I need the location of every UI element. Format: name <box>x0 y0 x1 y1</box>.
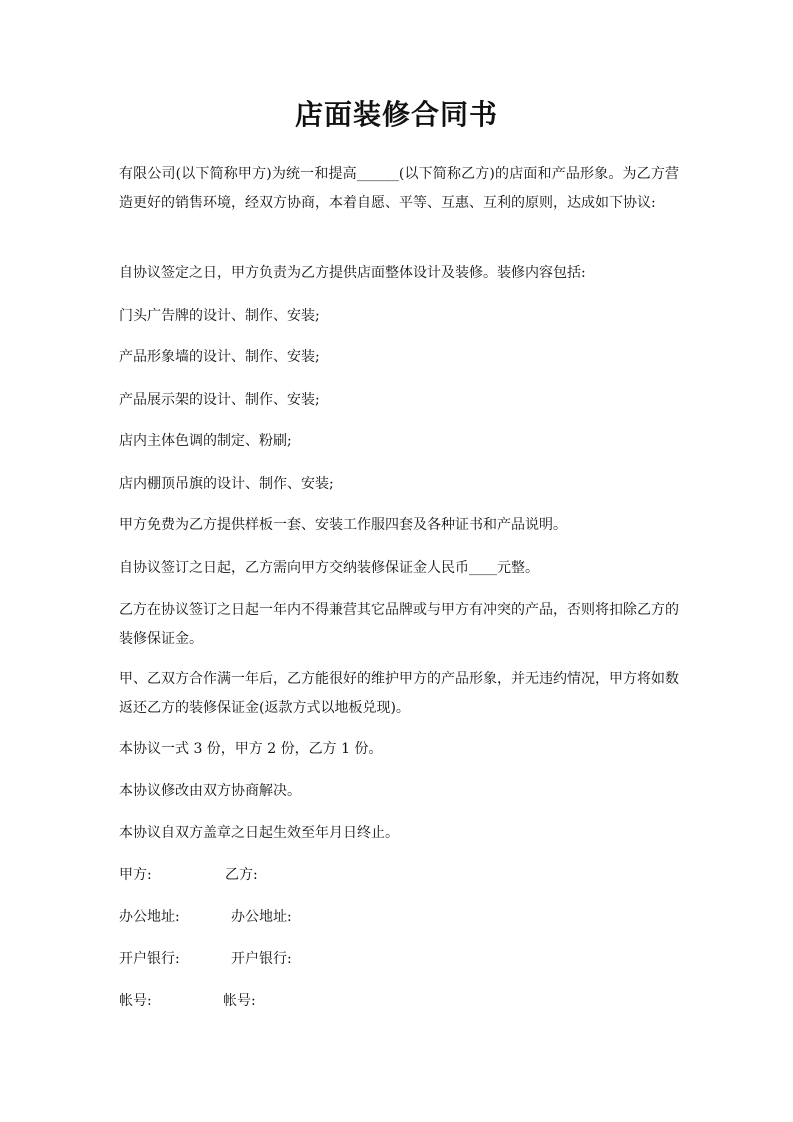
bank-a-label: 开户银行: <box>119 951 180 967</box>
paragraph-amendment: 本协议修改由双方协商解决。 <box>119 783 301 799</box>
bank-b-label: 开户银行: <box>231 951 292 967</box>
list-item-color-scheme: 店内主体色调的制定、粉刷; <box>119 433 292 449</box>
paragraph-deposit: 自协议签订之日起，乙方需向甲方交纳装修保证金人民币____元整。 <box>119 560 539 576</box>
paragraph-intro: 有限公司(以下简称甲方)为统一和提高______(以下简称乙方)的店面和产品形象。为乙方营造更好的销售环境，经双方协商，本着自愿、平等、互惠、互利的原则，达成如下协议: <box>119 166 679 211</box>
paragraph-exclusivity: 乙方在协议签订之日起一年内不得兼营其它品牌或与甲方有冲突的产品，否则将扣除乙方的装修保证金。 <box>119 602 679 647</box>
signature-row-party <box>119 861 258 890</box>
office-b-label: 办公地址: <box>231 909 292 925</box>
list-item-signboard: 门头广告牌的设计、制作、安装; <box>119 308 320 324</box>
document-title: 店面装修合同书 <box>294 98 498 131</box>
list-item-display-rack: 产品展示架的设计、制作、安装; <box>119 392 320 408</box>
paragraph-scope: 自协议签定之日，甲方负责为乙方提供店面整体设计及装修。装修内容包括: <box>119 265 586 281</box>
list-item-ceiling-flags: 店内棚顶吊旗的设计、制作、安装; <box>119 476 334 492</box>
account-b-label: 帐号: <box>223 993 256 1009</box>
signature-row-bank <box>119 945 292 974</box>
paragraph-effective: 本协议自双方盖章之日起生效至年月日终止。 <box>119 825 399 841</box>
list-item-image-wall: 产品形象墙的设计、制作、安装; <box>119 349 320 365</box>
signature-row-account <box>119 987 256 1016</box>
paragraph-copies: 本协议一式 3 份，甲方 2 份，乙方 1 份。 <box>119 741 383 757</box>
paragraph-free-supplies: 甲方免费为乙方提供样板一套、安装工作服四套及各种证书和产品说明。 <box>119 517 567 533</box>
paragraph-refund: 甲、乙双方合作满一年后，乙方能很好的维护甲方的产品形象，并无违约情况，甲方将如数返还乙方的装修保证金(返款方式以地板兑现)。 <box>119 671 679 716</box>
account-a-label: 帐号: <box>119 993 152 1009</box>
office-a-label: 办公地址: <box>119 909 180 925</box>
party-a-label: 甲方: <box>119 867 152 883</box>
party-b-label: 乙方: <box>225 867 258 883</box>
signature-row-office <box>119 903 292 932</box>
